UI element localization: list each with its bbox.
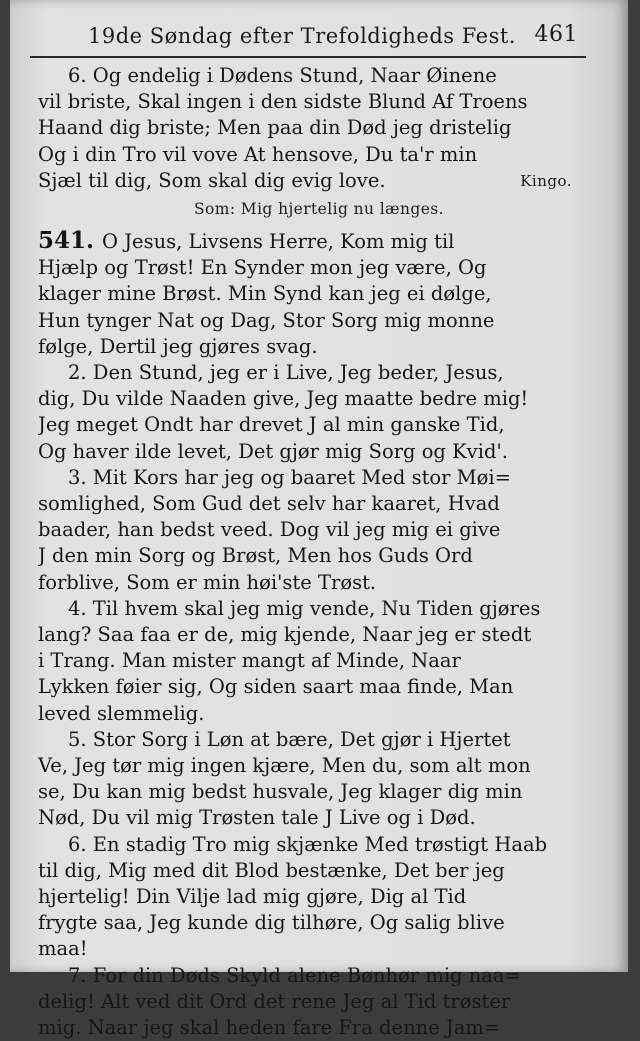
- text-line: forblive, Som er min høi'ste Trøst.: [38, 570, 377, 594]
- text-line: klager mine Brøst. Min Synd kan jeg ei dølge,: [38, 282, 492, 306]
- text-line: vil briste, Skal ingen i den sidste Blund Af Troens: [38, 90, 528, 114]
- hymn-541: [38, 228, 590, 1041]
- text-line-last: [38, 168, 590, 194]
- text-line: delig! Alt ved dit Ord det rene Jeg al Tid trøster: [38, 989, 511, 1013]
- text-line: Hjælp og Trøst! En Synder mon jeg være, Og: [38, 256, 487, 280]
- hymn-author: Kingo.: [520, 171, 572, 190]
- text-line: Hun tynger Nat og Dag, Stor Sorg mig monne: [38, 308, 495, 332]
- text-line: baader, han bedst veed. Dog vil jeg mig ei give: [38, 518, 501, 542]
- text-line: Nød, Du vil mig Trøsten tale J Live og i Død.: [38, 806, 476, 830]
- text-line: i Trang. Man mister mangt af Minde, Naar: [38, 649, 461, 673]
- text-line: Ve, Jeg tør mig ingen kjære, Men du, som alt mon: [38, 754, 531, 778]
- text-line-content: Sjæl til dig, Som skal dig evig love.: [38, 168, 386, 192]
- hymn-first-line-text: O Jesus, Livsens Herre, Kom mig til: [102, 230, 455, 253]
- text-line: Lykken føier sig, Og siden saart maa finde, Man: [38, 675, 514, 699]
- verse-start: 6. En stadig Tro mig skjænke Med trøstigt Haab: [68, 832, 548, 856]
- text-line: Og haver ilde levet, Det gjør mig Sorg og Kvid'.: [38, 439, 508, 463]
- text-line: somlighed, Som Gud det selv har kaaret, Hvad: [38, 492, 500, 516]
- text-line: til dig, Mig med dit Blod bestænke, Det ber jeg: [38, 858, 505, 882]
- hymn-first-line: [38, 228, 590, 255]
- text-line: frygte saa, Jeg kunde dig tilhøre, Og salig blive: [38, 911, 505, 935]
- text-line: mig. Naar jeg skal heden fare Fra denne Jam=: [38, 1016, 501, 1040]
- text-line: dig, Du vilde Naaden give, Jeg maatte bedre mig!: [38, 387, 529, 411]
- verse-start: 3. Mit Kors har jeg og baaret Med stor Møi=: [68, 465, 511, 489]
- book-page: [10, 0, 628, 1040]
- text-line: 6. Og endelig i Dødens Stund, Naar Øinene: [68, 64, 497, 87]
- text-line: lang? Saa faa er de, mig kjende, Naar jeg er stedt: [38, 623, 532, 647]
- text-line: leved slemmelig.: [38, 701, 205, 725]
- text-line: Og i din Tro vil vove At hensove, Du ta'r min: [38, 142, 478, 166]
- text-line: se, Du kan mig bedst husvale, Jeg klager dig min: [38, 780, 523, 804]
- running-header: [88, 18, 586, 54]
- verse-start: 5. Stor Sorg i Løn at bære, Det gjør i Hjertet: [68, 727, 511, 751]
- text-line: maa!: [38, 937, 88, 961]
- hymn-number: 541.: [38, 228, 95, 254]
- text-line: Jeg meget Ondt har drevet J al min ganske Tid,: [38, 413, 505, 437]
- verse-start: 7. For din Døds Skyld alene Bønhør mig naa=: [68, 963, 521, 987]
- text-line: følge, Dertil jeg gjøres svag.: [38, 334, 318, 358]
- previous-hymn-ending: [38, 63, 590, 194]
- verse-start: 4. Til hvem skal jeg mig vende, Nu Tiden gjøres: [68, 596, 541, 620]
- page-number: 461: [534, 22, 578, 47]
- text-line: Haand dig briste; Men paa din Død jeg dristelig: [38, 116, 512, 140]
- header-title: 19de Søndag efter Trefoldigheds Fest.: [88, 24, 516, 48]
- verse-start: 2. Den Stund, jeg er i Live, Jeg beder, Jesus,: [68, 361, 504, 385]
- header-rule: [30, 56, 586, 58]
- melody-note: Som: Mig hjertelig nu længes.: [194, 200, 444, 218]
- text-line: J den min Sorg og Brøst, Men hos Guds Ord: [38, 544, 473, 568]
- text-line: hjertelig! Din Vilje lad mig gjøre, Dig al Tid: [38, 885, 467, 909]
